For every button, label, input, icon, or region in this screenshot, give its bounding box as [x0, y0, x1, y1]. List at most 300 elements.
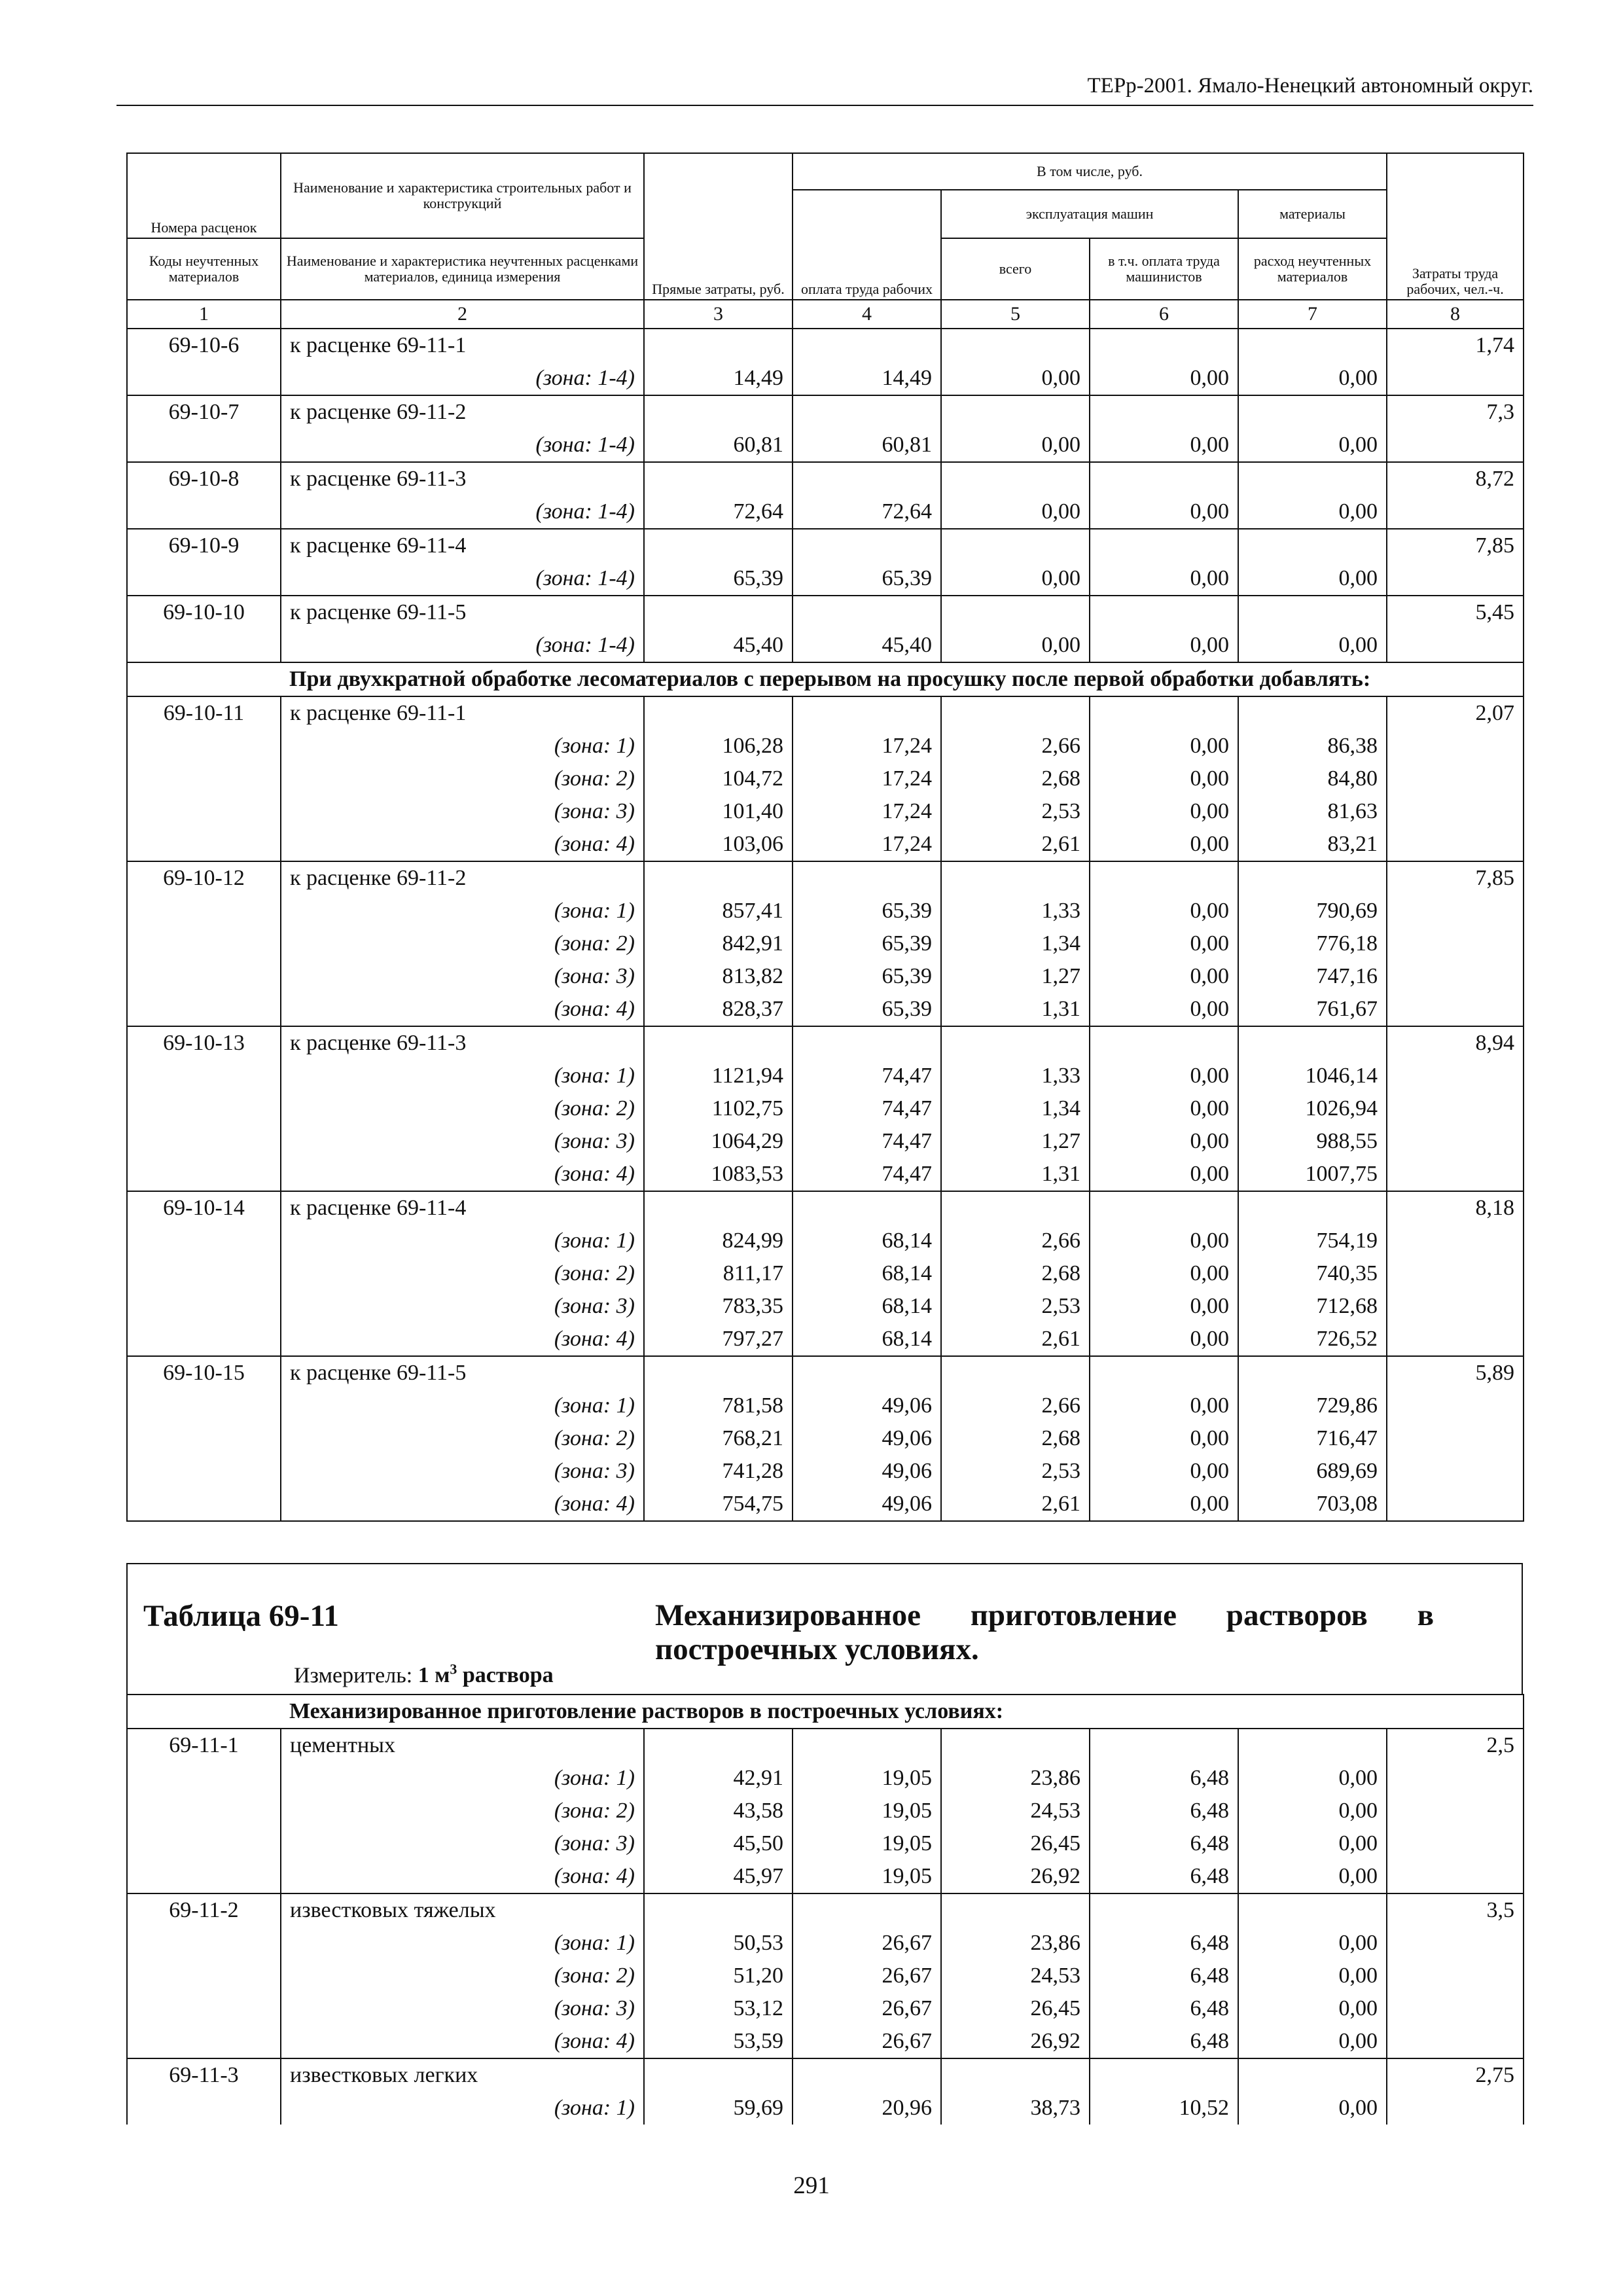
- machinist-wages-cost: 0,00: [1090, 1225, 1238, 1257]
- direct-cost: 842,91: [644, 927, 793, 960]
- measure-unit: [294, 1661, 554, 1688]
- empty-cell: [941, 529, 1090, 562]
- empty-cell: [127, 1992, 281, 2025]
- empty-cell: [1238, 596, 1387, 629]
- table-row: [127, 462, 1524, 495]
- empty-cell: [1387, 795, 1524, 828]
- table-row: [127, 1960, 1524, 1992]
- measure-unit-text: раствора: [462, 1663, 554, 1688]
- materials-cost: 1046,14: [1238, 1060, 1387, 1092]
- zone-label: (зона: 1-4): [281, 495, 644, 529]
- empty-cell: [1387, 362, 1524, 395]
- empty-cell: [1238, 529, 1387, 562]
- empty-cell: [127, 495, 281, 529]
- empty-cell: [1387, 629, 1524, 662]
- materials-cost: 0,00: [1238, 1960, 1387, 1992]
- rate-code: 69-11-3: [127, 2058, 281, 2092]
- machines-cost: 1,33: [941, 1060, 1090, 1092]
- empty-cell: [127, 1158, 281, 1191]
- empty-cell: [941, 462, 1090, 495]
- empty-cell: [1387, 1422, 1524, 1455]
- table-row: [127, 993, 1524, 1026]
- rate-name: известковых тяжелых: [281, 1893, 644, 1927]
- empty-cell: [127, 1455, 281, 1488]
- direct-cost: 813,82: [644, 960, 793, 993]
- rate-code: 69-11-1: [127, 1729, 281, 1762]
- rate-name: к расценке 69-11-3: [281, 1026, 644, 1060]
- empty-cell: [644, 529, 793, 562]
- table-row: [127, 329, 1524, 362]
- direct-cost: 106,28: [644, 730, 793, 762]
- rate-code: 69-10-10: [127, 596, 281, 629]
- table-row: [127, 529, 1524, 562]
- table-row: [127, 795, 1524, 828]
- machinist-wages-cost: 0,00: [1090, 1422, 1238, 1455]
- labor-cost: 8,94: [1387, 1026, 1524, 1060]
- empty-cell: [1238, 696, 1387, 730]
- machinist-wages-cost: 0,00: [1090, 495, 1238, 529]
- table-row: [127, 2025, 1524, 2058]
- rates-table: [126, 152, 1524, 1522]
- empty-cell: [127, 629, 281, 662]
- machinist-wages-cost: 6,48: [1090, 1762, 1238, 1795]
- materials-cost: 0,00: [1238, 1827, 1387, 1860]
- empty-cell: [941, 395, 1090, 429]
- empty-cell: [1387, 1323, 1524, 1356]
- col-number: 6: [1090, 300, 1238, 329]
- direct-cost: 103,06: [644, 828, 793, 861]
- wages-cost: 68,14: [793, 1257, 941, 1290]
- zone-label: (зона: 3): [281, 795, 644, 828]
- machines-cost: 2,61: [941, 828, 1090, 861]
- machines-cost: 0,00: [941, 629, 1090, 662]
- direct-cost: 43,58: [644, 1795, 793, 1827]
- wages-cost: 60,81: [793, 429, 941, 462]
- wages-cost: 19,05: [793, 1795, 941, 1827]
- direct-cost: 1102,75: [644, 1092, 793, 1125]
- empty-cell: [1090, 1191, 1238, 1225]
- materials-cost: 81,63: [1238, 795, 1387, 828]
- direct-cost: 768,21: [644, 1422, 793, 1455]
- machinist-wages-cost: 0,00: [1090, 1158, 1238, 1191]
- empty-cell: [644, 1893, 793, 1927]
- zone-label: (зона: 2): [281, 927, 644, 960]
- wages-cost: 49,06: [793, 1422, 941, 1455]
- table-row: [127, 1992, 1524, 2025]
- empty-cell: [1387, 1488, 1524, 1521]
- table-row: [127, 429, 1524, 462]
- empty-cell: [127, 762, 281, 795]
- machinist-wages-cost: 0,00: [1090, 1455, 1238, 1488]
- table-row: [127, 696, 1524, 730]
- machines-cost: 2,53: [941, 1290, 1090, 1323]
- direct-cost: 104,72: [644, 762, 793, 795]
- empty-cell: [127, 895, 281, 927]
- table-row: [127, 730, 1524, 762]
- machinist-wages-cost: 0,00: [1090, 730, 1238, 762]
- wages-cost: 65,39: [793, 993, 941, 1026]
- empty-cell: [1387, 1092, 1524, 1125]
- materials-cost: 0,00: [1238, 1795, 1387, 1827]
- empty-cell: [127, 1827, 281, 1860]
- wages-cost: 74,47: [793, 1060, 941, 1092]
- zone-label: (зона: 1): [281, 1060, 644, 1092]
- col-header-machines: эксплуатация машин: [941, 190, 1238, 238]
- direct-cost: 72,64: [644, 495, 793, 529]
- empty-cell: [644, 861, 793, 895]
- rate-code: 69-10-9: [127, 529, 281, 562]
- empty-cell: [1090, 529, 1238, 562]
- rate-name: к расценке 69-11-5: [281, 1356, 644, 1390]
- empty-cell: [1238, 861, 1387, 895]
- col-number: 8: [1387, 300, 1524, 329]
- labor-cost: 2,07: [1387, 696, 1524, 730]
- empty-cell: [1387, 1390, 1524, 1422]
- direct-cost: 797,27: [644, 1323, 793, 1356]
- table-row: [127, 1257, 1524, 1290]
- empty-cell: [127, 795, 281, 828]
- materials-cost: 703,08: [1238, 1488, 1387, 1521]
- table-row: [127, 1092, 1524, 1125]
- table-row: [127, 629, 1524, 662]
- rate-code: 69-10-7: [127, 395, 281, 429]
- empty-cell: [1387, 495, 1524, 529]
- zone-label: (зона: 4): [281, 2025, 644, 2058]
- empty-cell: [127, 1927, 281, 1960]
- empty-cell: [644, 329, 793, 362]
- empty-cell: [1387, 730, 1524, 762]
- col-header-codes: Коды неучтенных материалов: [127, 238, 281, 300]
- empty-cell: [793, 1729, 941, 1762]
- materials-cost: 716,47: [1238, 1422, 1387, 1455]
- empty-cell: [1090, 329, 1238, 362]
- direct-cost: 754,75: [644, 1488, 793, 1521]
- labor-cost: 5,45: [1387, 596, 1524, 629]
- table-row: [127, 927, 1524, 960]
- materials-cost: 726,52: [1238, 1323, 1387, 1356]
- direct-cost: 101,40: [644, 795, 793, 828]
- materials-cost: 0,00: [1238, 1860, 1387, 1893]
- empty-cell: [1387, 1860, 1524, 1893]
- empty-cell: [1090, 596, 1238, 629]
- empty-cell: [941, 1191, 1090, 1225]
- table-header: [127, 153, 1524, 300]
- table-row: [127, 1455, 1524, 1488]
- machinist-wages-cost: 6,48: [1090, 1795, 1238, 1827]
- machinist-wages-cost: 6,48: [1090, 1960, 1238, 1992]
- empty-cell: [127, 662, 281, 696]
- zone-label: (зона: 4): [281, 1323, 644, 1356]
- empty-cell: [127, 828, 281, 861]
- empty-cell: [1387, 1290, 1524, 1323]
- empty-cell: [1090, 1893, 1238, 1927]
- direct-cost: 783,35: [644, 1290, 793, 1323]
- table-row: [127, 1158, 1524, 1191]
- empty-cell: [1387, 1795, 1524, 1827]
- wages-cost: 49,06: [793, 1390, 941, 1422]
- col-number: 7: [1238, 300, 1387, 329]
- materials-cost: 712,68: [1238, 1290, 1387, 1323]
- zone-label: (зона: 1): [281, 1225, 644, 1257]
- empty-cell: [941, 596, 1090, 629]
- labor-cost: 2,5: [1387, 1729, 1524, 1762]
- direct-cost: 59,69: [644, 2092, 793, 2125]
- empty-cell: [127, 1290, 281, 1323]
- col-header-materials: материалы: [1238, 190, 1387, 238]
- col-number: 1: [127, 300, 281, 329]
- machines-cost: 2,68: [941, 1422, 1090, 1455]
- empty-cell: [127, 2025, 281, 2058]
- empty-cell: [644, 696, 793, 730]
- empty-cell: [1090, 395, 1238, 429]
- col-header-direct: Прямые затраты, руб.: [644, 153, 793, 300]
- wages-cost: 65,39: [793, 927, 941, 960]
- rate-code: 69-11-2: [127, 1893, 281, 1927]
- machinist-wages-cost: 0,00: [1090, 795, 1238, 828]
- table-row: [127, 1290, 1524, 1323]
- empty-cell: [1387, 1827, 1524, 1860]
- table-row: [127, 828, 1524, 861]
- empty-cell: [127, 2092, 281, 2125]
- empty-cell: [127, 1323, 281, 1356]
- wages-cost: 65,39: [793, 960, 941, 993]
- materials-cost: 761,67: [1238, 993, 1387, 1026]
- empty-cell: [1387, 1125, 1524, 1158]
- table-row: [127, 596, 1524, 629]
- empty-cell: [941, 2058, 1090, 2092]
- machines-cost: 0,00: [941, 429, 1090, 462]
- materials-cost: 776,18: [1238, 927, 1387, 960]
- table-row: [127, 1729, 1524, 1762]
- col-header-numbers: Номера расценок: [127, 153, 281, 238]
- empty-cell: [127, 562, 281, 596]
- wages-cost: 17,24: [793, 828, 941, 861]
- wages-cost: 26,67: [793, 1992, 941, 2025]
- zone-label: (зона: 1): [281, 895, 644, 927]
- machines-cost: 1,27: [941, 960, 1090, 993]
- zone-label: (зона: 1): [281, 730, 644, 762]
- machinist-wages-cost: 0,00: [1090, 562, 1238, 596]
- machines-cost: 26,92: [941, 2025, 1090, 2058]
- wages-cost: 19,05: [793, 1860, 941, 1893]
- empty-cell: [127, 1060, 281, 1092]
- col-number: 3: [644, 300, 793, 329]
- wages-cost: 68,14: [793, 1290, 941, 1323]
- empty-cell: [644, 462, 793, 495]
- materials-cost: 754,19: [1238, 1225, 1387, 1257]
- empty-cell: [1238, 1893, 1387, 1927]
- empty-cell: [941, 1026, 1090, 1060]
- machinist-wages-cost: 0,00: [1090, 1092, 1238, 1125]
- direct-cost: 45,97: [644, 1860, 793, 1893]
- table-row: [127, 1026, 1524, 1060]
- running-header: ТЕРр-2001. Ямало-Ненецкий автономный округ.: [1087, 74, 1533, 98]
- empty-cell: [644, 1191, 793, 1225]
- table-row: [127, 1225, 1524, 1257]
- wages-cost: 74,47: [793, 1158, 941, 1191]
- machinist-wages-cost: 0,00: [1090, 1290, 1238, 1323]
- machines-cost: 0,00: [941, 562, 1090, 596]
- empty-cell: [793, 696, 941, 730]
- empty-cell: [127, 1125, 281, 1158]
- labor-cost: 1,74: [1387, 329, 1524, 362]
- machinist-wages-cost: 6,48: [1090, 2025, 1238, 2058]
- machines-cost: 1,34: [941, 927, 1090, 960]
- empty-cell: [1387, 1060, 1524, 1092]
- table-row: [127, 1125, 1524, 1158]
- rate-name: к расценке 69-11-3: [281, 462, 644, 495]
- machinist-wages-cost: 0,00: [1090, 362, 1238, 395]
- materials-cost: 0,00: [1238, 2092, 1387, 2125]
- machines-cost: 2,53: [941, 1455, 1090, 1488]
- empty-cell: [127, 993, 281, 1026]
- materials-cost: 729,86: [1238, 1390, 1387, 1422]
- direct-cost: 828,37: [644, 993, 793, 1026]
- zone-label: (зона: 1): [281, 2092, 644, 2125]
- materials-cost: 84,80: [1238, 762, 1387, 795]
- measure-value: 1 м: [418, 1663, 450, 1688]
- empty-cell: [1090, 1356, 1238, 1390]
- machinist-wages-cost: 6,48: [1090, 1992, 1238, 2025]
- empty-cell: [793, 1191, 941, 1225]
- table-row: [127, 2092, 1524, 2125]
- direct-cost: 811,17: [644, 1257, 793, 1290]
- machines-cost: 1,27: [941, 1125, 1090, 1158]
- zone-label: (зона: 2): [281, 1960, 644, 1992]
- direct-cost: 45,40: [644, 629, 793, 662]
- col-header-machinist-wages: в т.ч. оплата труда машинистов: [1090, 238, 1238, 300]
- zone-label: (зона: 2): [281, 1257, 644, 1290]
- empty-cell: [1387, 1257, 1524, 1290]
- direct-cost: 45,50: [644, 1827, 793, 1860]
- table-row: [127, 1488, 1524, 1521]
- materials-cost: 740,35: [1238, 1257, 1387, 1290]
- machines-cost: 2,66: [941, 730, 1090, 762]
- empty-cell: [1387, 1762, 1524, 1795]
- rates-table-69-11: [126, 1694, 1524, 2125]
- wages-cost: 26,67: [793, 1960, 941, 1992]
- empty-cell: [1238, 395, 1387, 429]
- empty-cell: [127, 1795, 281, 1827]
- col-header-wages: оплата труда рабочих: [793, 190, 941, 300]
- direct-cost: 42,91: [644, 1762, 793, 1795]
- materials-cost: 0,00: [1238, 629, 1387, 662]
- table-body: [127, 300, 1524, 1521]
- zone-label: (зона: 1-4): [281, 362, 644, 395]
- materials-cost: 988,55: [1238, 1125, 1387, 1158]
- empty-cell: [1387, 1992, 1524, 2025]
- empty-cell: [127, 730, 281, 762]
- empty-cell: [644, 1356, 793, 1390]
- table-row: [127, 762, 1524, 795]
- zone-label: (зона: 3): [281, 1827, 644, 1860]
- empty-cell: [1090, 1026, 1238, 1060]
- empty-cell: [644, 1026, 793, 1060]
- table-69-11-heading-block: [126, 1563, 1523, 1695]
- empty-cell: [1238, 1356, 1387, 1390]
- empty-cell: [644, 2058, 793, 2092]
- page-number: 291: [793, 2172, 830, 2199]
- zone-label: (зона: 4): [281, 828, 644, 861]
- machinist-wages-cost: 0,00: [1090, 895, 1238, 927]
- wages-cost: 45,40: [793, 629, 941, 662]
- measure-sup: 3: [450, 1661, 457, 1677]
- zone-label: (зона: 1-4): [281, 562, 644, 596]
- zone-label: (зона: 1): [281, 1390, 644, 1422]
- zone-label: (зона: 3): [281, 1992, 644, 2025]
- empty-cell: [1387, 2092, 1524, 2125]
- machinist-wages-cost: 0,00: [1090, 960, 1238, 993]
- empty-cell: [127, 1960, 281, 1992]
- empty-cell: [941, 861, 1090, 895]
- table-row: [127, 1356, 1524, 1390]
- direct-cost: 1083,53: [644, 1158, 793, 1191]
- empty-cell: [127, 927, 281, 960]
- labor-cost: 7,85: [1387, 529, 1524, 562]
- machinist-wages-cost: 0,00: [1090, 1125, 1238, 1158]
- machines-cost: 26,92: [941, 1860, 1090, 1893]
- section-heading: Механизированное приготовление растворов в построечных условиях:: [281, 1695, 1524, 1729]
- col-header-name-bottom: Наименование и характеристика неучтенных расценками материалов, единица измерения: [281, 238, 644, 300]
- wages-cost: 14,49: [793, 362, 941, 395]
- zone-label: (зона: 1): [281, 1927, 644, 1960]
- zone-label: (зона: 4): [281, 1860, 644, 1893]
- machines-cost: 2,53: [941, 795, 1090, 828]
- zone-label: (зона: 3): [281, 1455, 644, 1488]
- wages-cost: 74,47: [793, 1125, 941, 1158]
- empty-cell: [941, 1893, 1090, 1927]
- machinist-wages-cost: 0,00: [1090, 927, 1238, 960]
- table-row: [127, 362, 1524, 395]
- materials-cost: 1007,75: [1238, 1158, 1387, 1191]
- labor-cost: 7,85: [1387, 861, 1524, 895]
- materials-cost: 0,00: [1238, 1992, 1387, 2025]
- rate-name: к расценке 69-11-2: [281, 395, 644, 429]
- wages-cost: 20,96: [793, 2092, 941, 2125]
- empty-cell: [1387, 993, 1524, 1026]
- empty-cell: [644, 1729, 793, 1762]
- rate-name: к расценке 69-11-2: [281, 861, 644, 895]
- empty-cell: [941, 1356, 1090, 1390]
- wages-cost: 65,39: [793, 562, 941, 596]
- machinist-wages-cost: 0,00: [1090, 762, 1238, 795]
- table-heading: Механизированное приготовление растворов в построечных условиях.: [655, 1598, 1434, 1666]
- rate-code: 69-10-15: [127, 1356, 281, 1390]
- empty-cell: [1387, 429, 1524, 462]
- empty-cell: [127, 429, 281, 462]
- table-row: [127, 1060, 1524, 1092]
- wages-cost: 17,24: [793, 795, 941, 828]
- table-row: [127, 1827, 1524, 1860]
- table-row: [127, 960, 1524, 993]
- col-header-unaccounted: расход неучтенных материалов: [1238, 238, 1387, 300]
- zone-label: (зона: 3): [281, 960, 644, 993]
- rate-code: 69-10-14: [127, 1191, 281, 1225]
- empty-cell: [1238, 1026, 1387, 1060]
- empty-cell: [1387, 762, 1524, 795]
- empty-cell: [1090, 861, 1238, 895]
- wages-cost: 68,14: [793, 1323, 941, 1356]
- direct-cost: 741,28: [644, 1455, 793, 1488]
- section-row: [127, 1695, 1524, 1729]
- wages-cost: 74,47: [793, 1092, 941, 1125]
- rate-name: к расценке 69-11-5: [281, 596, 644, 629]
- column-numbers-row: [127, 300, 1524, 329]
- empty-cell: [793, 1893, 941, 1927]
- empty-cell: [1090, 696, 1238, 730]
- labor-cost: 7,3: [1387, 395, 1524, 429]
- machinist-wages-cost: 0,00: [1090, 1060, 1238, 1092]
